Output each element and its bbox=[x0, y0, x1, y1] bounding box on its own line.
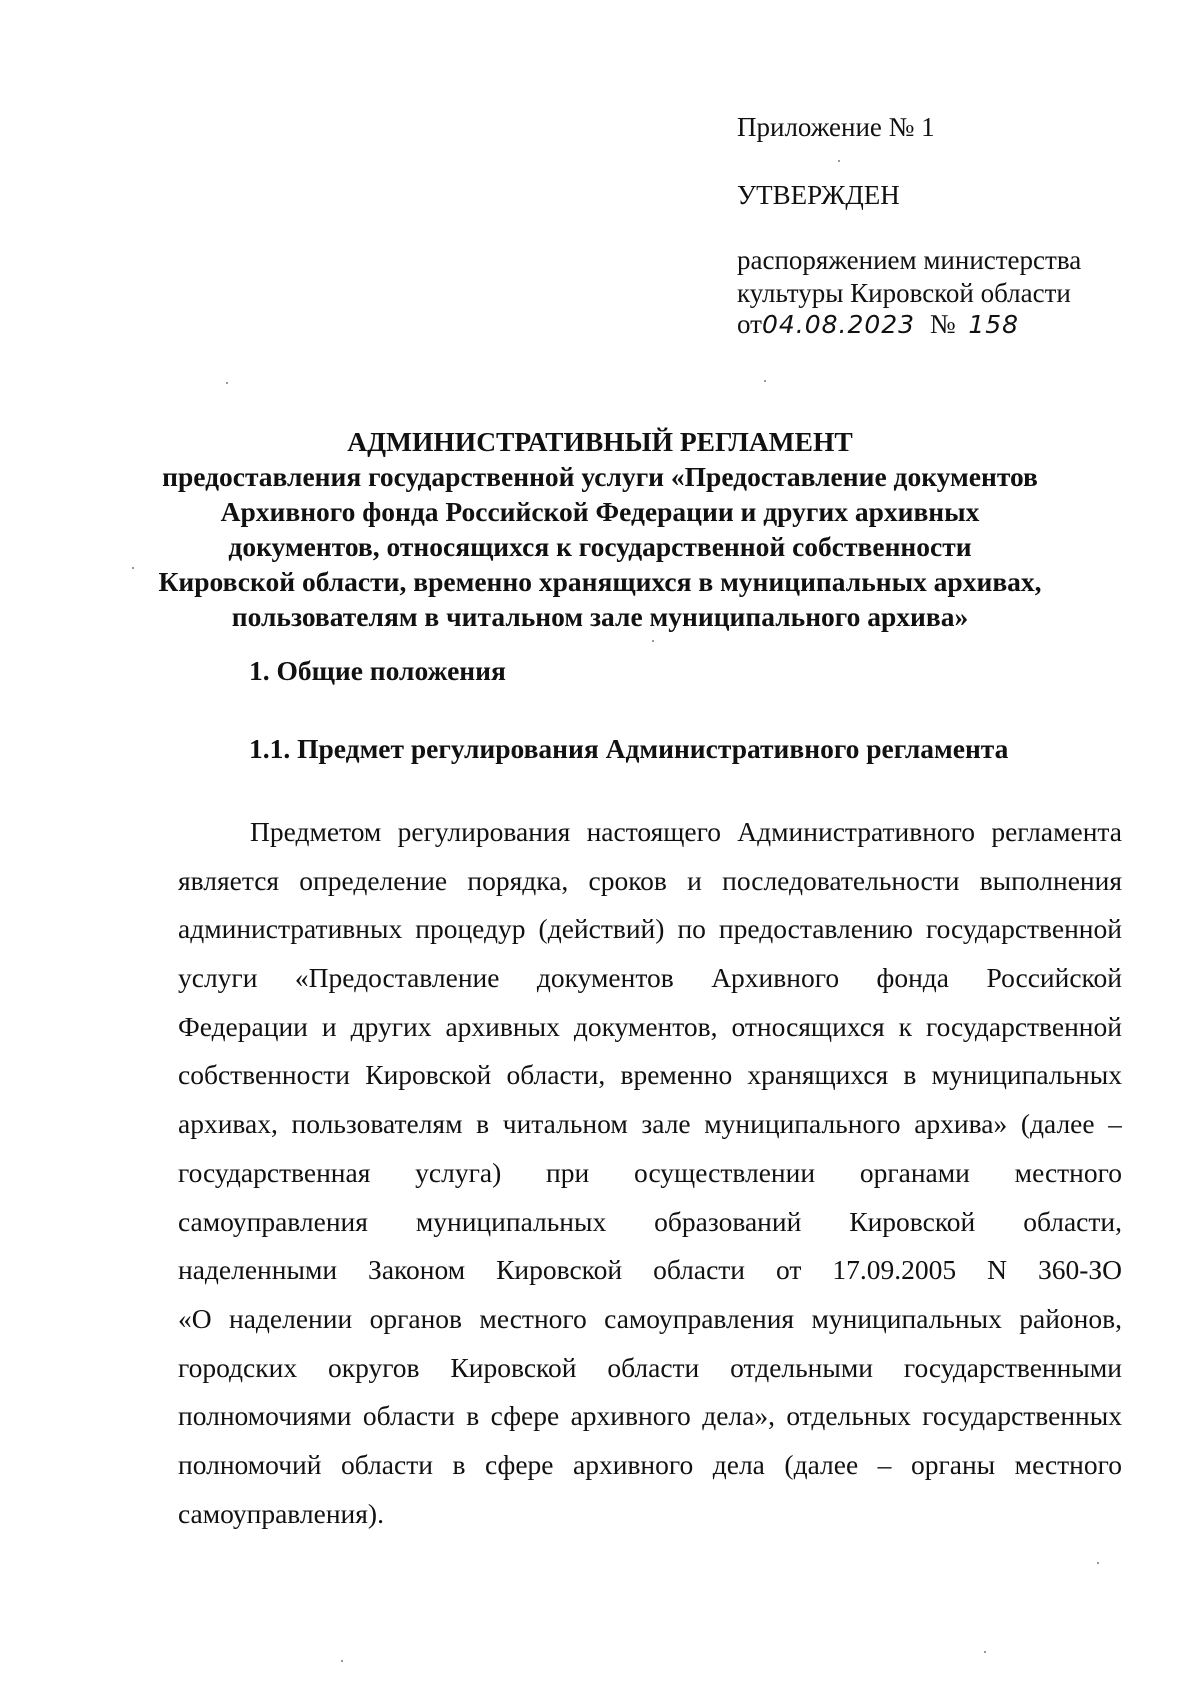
order-line-1: распоряжением министерства bbox=[737, 245, 1082, 275]
paragraph-line: наделенными Законом Кировской области от 17.09.2005 N 360-ЗО bbox=[178, 1254, 1122, 1286]
section-heading-1: 1. Общие положения bbox=[249, 655, 506, 686]
order-date-handwritten: 04.08.2023 bbox=[761, 310, 916, 339]
title-line-3: документов, относящихся к государственной собственности bbox=[228, 531, 972, 562]
paragraph-line: Предметом регулирования настоящего Административного регламента bbox=[250, 816, 1122, 847]
paragraph-line: полномочий области в сфере архивного дела (далее – органы местного bbox=[178, 1448, 1122, 1480]
order-line-2: культуры Кировской области bbox=[737, 278, 1071, 308]
title-line-2: Архивного фонда Российской Федерации и других архивных bbox=[220, 496, 980, 527]
paragraph-line: самоуправления муниципальных образований Кировской области, bbox=[178, 1205, 1122, 1237]
paragraph-line: является определение порядка, сроков и последовательности выполнения bbox=[178, 864, 1122, 896]
scan-speck bbox=[1097, 1562, 1099, 1564]
body-paragraph bbox=[178, 808, 1122, 1538]
paragraph-line: «О наделении органов местного самоуправления муниципальных районов, bbox=[178, 1302, 1122, 1334]
approved-label: УТВЕРЖДЕН bbox=[737, 180, 900, 210]
document-title: АДМИНИСТРАТИВНЫЙ РЕГЛАМЕНТ bbox=[347, 426, 853, 457]
scan-speck bbox=[764, 380, 766, 382]
appendix-label: Приложение № 1 bbox=[737, 112, 935, 142]
order-date-line bbox=[737, 307, 1019, 342]
paragraph-line: административных процедур (действий) по предоставлению государственной bbox=[178, 913, 1122, 945]
paragraph-line: полномочиями области в сфере архивного дела», отдельных государственных bbox=[178, 1400, 1122, 1432]
paragraph-line: услуги «Предоставление документов Архивного фонда Российской bbox=[178, 962, 1122, 994]
section-heading-1-1: 1.1. Предмет регулирования Административного регламента bbox=[249, 733, 1009, 764]
paragraph-line: городских округов Кировской области отдельными государственными bbox=[178, 1351, 1122, 1383]
scan-speck bbox=[226, 382, 228, 384]
scan-speck bbox=[652, 640, 654, 642]
order-from-prefix: от bbox=[737, 309, 762, 339]
paragraph-line: государственная услуга) при осуществлении органами местного bbox=[178, 1156, 1122, 1188]
order-number-handwritten: 158 bbox=[968, 310, 1020, 339]
scan-speck bbox=[132, 567, 134, 569]
title-line-4: Кировской области, временно хранящихся в муниципальных архивах, bbox=[158, 566, 1042, 597]
scan-speck bbox=[984, 1651, 986, 1653]
paragraph-line: собственности Кировской области, временно хранящихся в муниципальных bbox=[178, 1059, 1122, 1091]
paragraph-line: самоуправления). bbox=[178, 1497, 384, 1529]
order-number-sign: № bbox=[929, 309, 956, 339]
paragraph-line: архивах, пользователям в читальном зале муниципального архива» (далее – bbox=[178, 1108, 1122, 1140]
scan-speck bbox=[341, 1660, 343, 1662]
title-line-1: предоставления государственной услуги «Предоставление документов bbox=[162, 461, 1038, 492]
scan-speck bbox=[838, 160, 840, 162]
title-line-5: пользователям в читальном зале муниципального архива» bbox=[231, 601, 969, 632]
paragraph-line: Федерации и других архивных документов, относящихся к государственной bbox=[178, 1010, 1122, 1042]
